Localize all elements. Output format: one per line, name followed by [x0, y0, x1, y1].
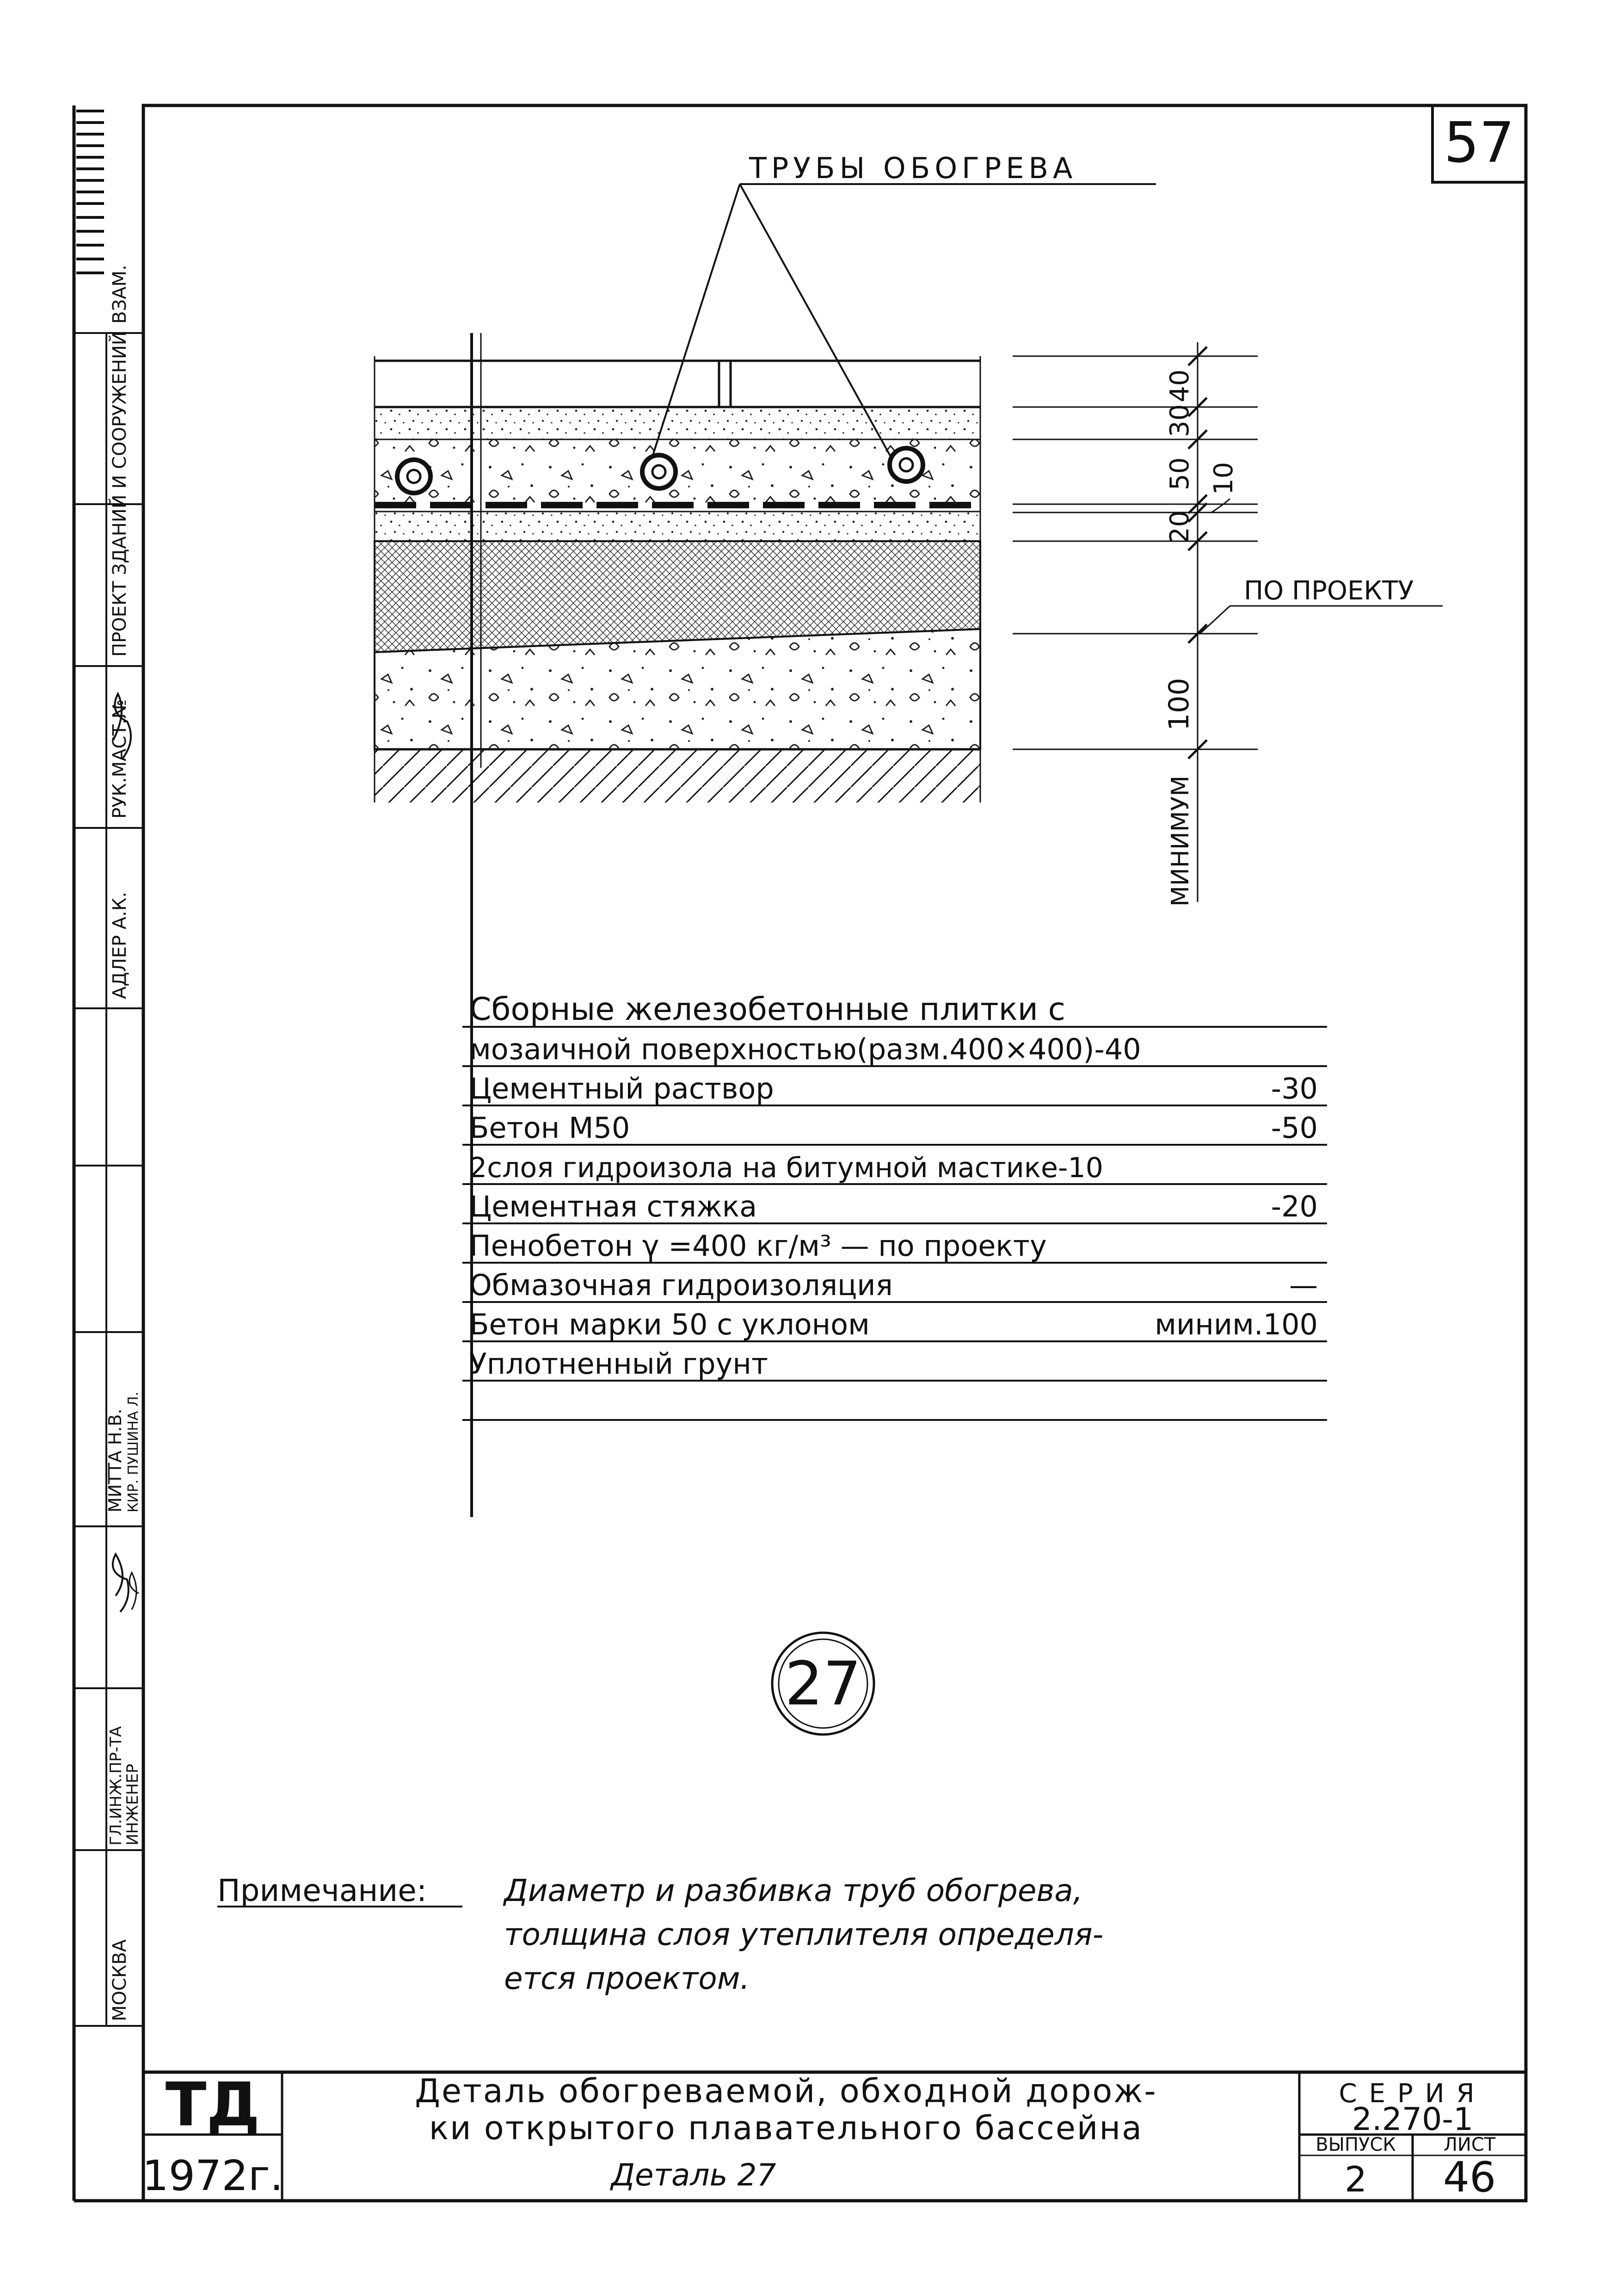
- stamp-mitta: МИТТА Н.В.: [105, 1408, 125, 1512]
- dim-20: 20: [1165, 510, 1195, 543]
- stamp-inzhener: ИНЖЕНЕР: [123, 1764, 142, 1845]
- stamp-institute: ПРОЕКТ ЗДАНИЙ И СООРУЖЕНИЙ: [109, 331, 130, 657]
- layer-name: мозаичной поверхностью(разм.400×400)-40: [469, 1032, 1141, 1066]
- title-line-2: ки открытого плавательного бассейна: [429, 2109, 1143, 2147]
- soil-layer: [375, 749, 980, 802]
- layer-value: -20: [1271, 1190, 1318, 1223]
- dim-100: 100: [1163, 678, 1195, 731]
- stamp-vzam: ВЗАМ.: [109, 265, 130, 324]
- issue-number: 2: [1344, 2159, 1367, 2200]
- screed-layer: [375, 512, 980, 540]
- detail-number-marker: [772, 1633, 874, 1734]
- sheet-label: ЛИСТ: [1443, 2134, 1496, 2155]
- waterproofing-layer: [375, 505, 980, 512]
- note-label: Примечание:: [217, 1873, 427, 1908]
- layer-name: Обмазочная гидроизоляция: [469, 1268, 893, 1302]
- title-line-1: Деталь обогреваемой, обходной дорож-: [415, 2072, 1157, 2110]
- dim-30: 30: [1165, 404, 1195, 437]
- mortar-layer: [375, 407, 980, 439]
- stamp-ruk-mast: РУК.МАСТ.№: [109, 699, 130, 819]
- dimension-chain: [1013, 342, 1443, 902]
- sheet-number: 57: [1444, 111, 1515, 175]
- signature-2: [113, 1554, 129, 1612]
- dim-minimum: МИНИМУМ: [1167, 775, 1194, 907]
- layer-rows: [469, 991, 1318, 1381]
- by-project-leader: [1200, 606, 1230, 634]
- note-line-3: ется проектом.: [504, 1961, 750, 1996]
- pipes-label: ТРУБЫ ОБОГРЕВА: [749, 151, 1077, 185]
- dim-by-project: ПО ПРОЕКТУ: [1244, 576, 1414, 606]
- dim-50: 50: [1165, 457, 1195, 490]
- layer-value: -50: [1271, 1111, 1318, 1145]
- detail-number: 27: [785, 1648, 861, 1719]
- layer-value: -30: [1271, 1072, 1318, 1105]
- dim-40: 40: [1165, 369, 1195, 402]
- signature-3: [129, 1573, 139, 1610]
- layer-value: миним.100: [1155, 1308, 1318, 1341]
- detail-name: Деталь 27: [611, 2157, 776, 2193]
- series-label: СЕРИЯ: [1339, 2079, 1487, 2109]
- note-block: [217, 1873, 1103, 1996]
- note-line-2: толщина слоя утеплителя определя-: [504, 1917, 1104, 1952]
- layer-value: —: [1289, 1268, 1318, 1302]
- layer-name: Бетон марки 50 с уклоном: [469, 1308, 870, 1341]
- layer-name: Цементная стяжка: [469, 1190, 757, 1223]
- layer-name: Бетон М50: [469, 1111, 630, 1145]
- dim-10: 10: [1209, 462, 1239, 495]
- sheet-in-series: 46: [1443, 2153, 1496, 2202]
- stamp-adler: АДЛЕР А.К.: [109, 892, 130, 999]
- stamp-gl-inzh: ГЛ.ИНЖ.ПР-ТА: [107, 1726, 125, 1845]
- org-logo: ТД: [165, 2069, 260, 2140]
- layer-name: Пенобетон γ =400 кг/м³ — по проекту: [469, 1229, 1047, 1263]
- tiles-layer: [375, 361, 980, 407]
- stamp-kir: КИР. ПУШИНА Л.: [125, 1392, 141, 1512]
- issue-label: ВЫПУСК: [1316, 2134, 1396, 2155]
- side-stamp: [105, 265, 142, 2021]
- binding-ticks: [76, 111, 104, 273]
- note-line-1: Диаметр и разбивка труб обогрева,: [504, 1873, 1083, 1908]
- layer-name: 2слоя гидроизола на битумной мастике-10: [469, 1152, 1103, 1184]
- layer-name: Цементный раствор: [469, 1072, 774, 1105]
- stamp-moskva: МОСКВА: [109, 1939, 130, 2021]
- series-number: 2.270-1: [1352, 2101, 1474, 2138]
- layer-name: Сборные железобетонные плитки с: [469, 991, 1065, 1028]
- layer-name: Уплотненный грунт: [469, 1347, 768, 1381]
- title-year: 1972г.: [142, 2152, 283, 2200]
